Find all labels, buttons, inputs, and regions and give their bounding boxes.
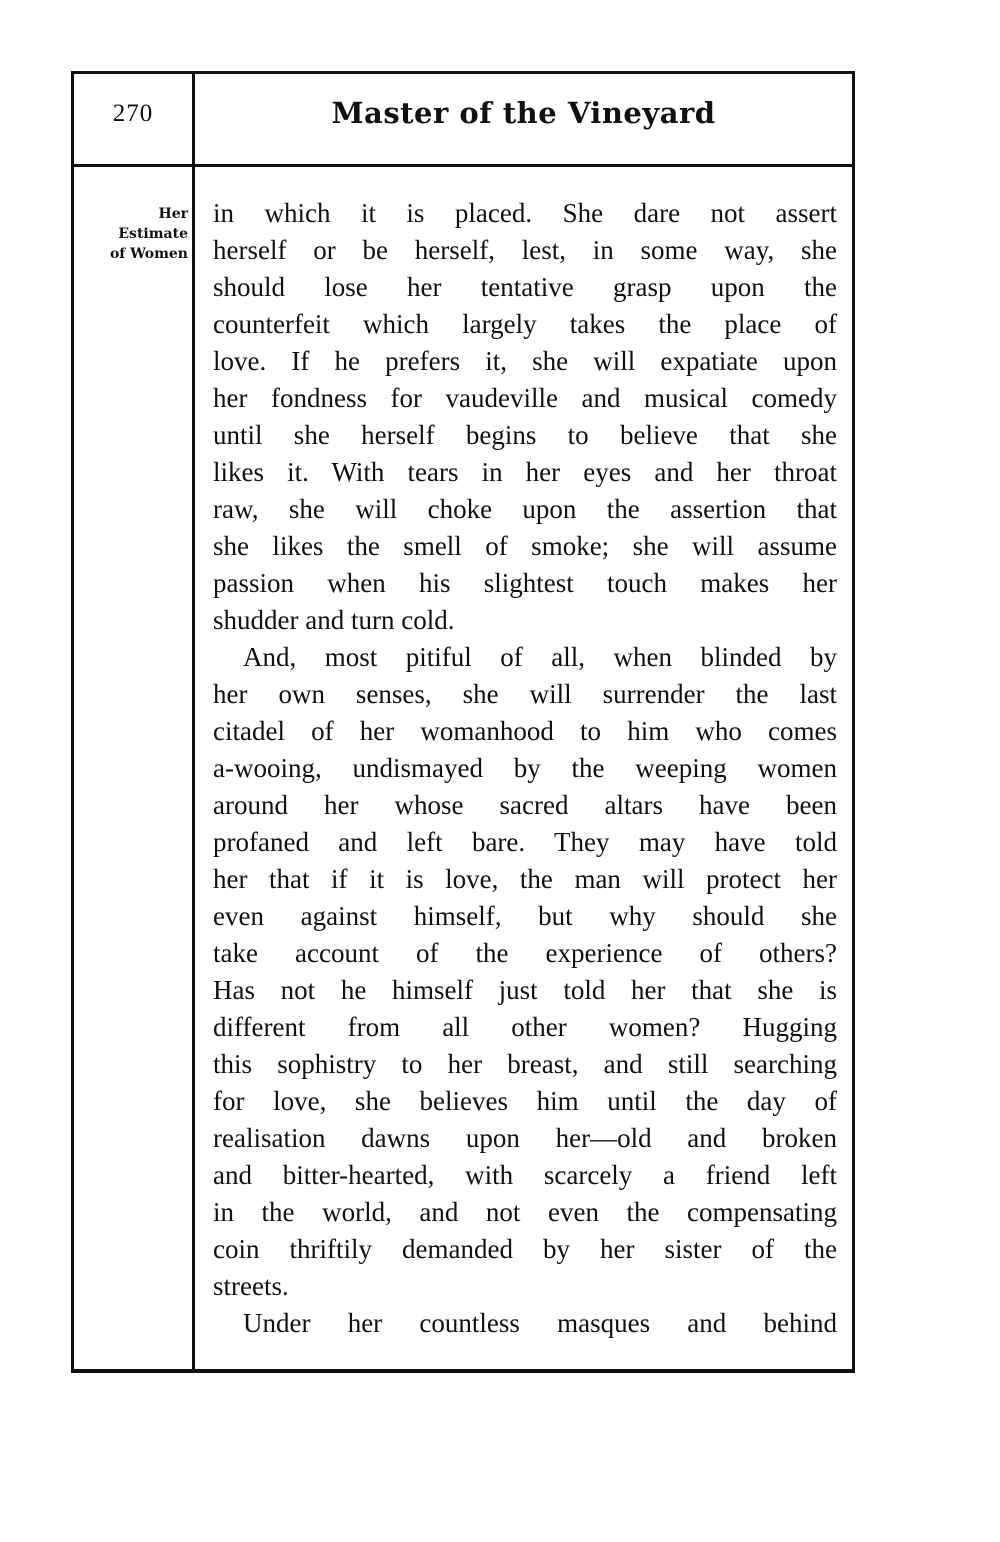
sidenote-line: Estimate xyxy=(118,226,188,242)
text-line: shudder and turn cold. xyxy=(213,605,455,635)
text-line: profaned and left bare. They may have told xyxy=(213,827,837,857)
text-line: around her whose sacred altars have been xyxy=(213,790,837,820)
text-line: take account of the experience of others? xyxy=(213,938,837,968)
text-line: love. If he prefers it, she will expatiate upon xyxy=(213,346,837,376)
text-line: this sophistry to her breast, and still searching xyxy=(213,1049,837,1079)
text-line: different from all other women? Hugging xyxy=(213,1012,837,1042)
margin-column-divider xyxy=(192,71,195,1373)
running-title: Master of the Vineyard xyxy=(331,96,716,130)
header-divider xyxy=(71,164,855,167)
text-line: citadel of her womanhood to him who comes xyxy=(213,716,837,746)
text-line: realisation dawns upon her—old and broken xyxy=(213,1123,837,1153)
text-line: her that if it is love, the man will protect her xyxy=(213,864,837,894)
text-line: And, most pitiful of all, when blinded by xyxy=(243,642,837,672)
text-line: in the world, and not even the compensating xyxy=(213,1197,837,1227)
text-line: her fondness for vaudeville and musical comedy xyxy=(213,383,837,413)
body-text xyxy=(213,195,837,1342)
text-line: until she herself begins to believe that she xyxy=(213,420,837,450)
text-line: her own senses, she will surrender the last xyxy=(213,679,837,709)
text-line: streets. xyxy=(213,1271,289,1301)
text-line: she likes the smell of smoke; she will assume xyxy=(213,531,837,561)
text-line: a-wooing, undismayed by the weeping women xyxy=(213,753,837,783)
text-line: in which it is placed. She dare not assert xyxy=(213,198,837,228)
text-line: should lose her tentative grasp upon the xyxy=(213,272,837,302)
sidenote-line: of Women xyxy=(109,246,188,262)
text-line: coin thriftily demanded by her sister of the xyxy=(213,1234,837,1264)
text-line: Has not he himself just told her that she is xyxy=(213,975,837,1005)
text-line: raw, she will choke upon the assertion that xyxy=(213,494,837,524)
sidenote-line: Her xyxy=(158,206,188,222)
text-line: even against himself, but why should she xyxy=(213,901,837,931)
text-line: counterfeit which largely takes the place of xyxy=(213,309,837,339)
page-number: 270 xyxy=(112,100,154,127)
margin-sidenote xyxy=(76,204,192,264)
text-line: passion when his slightest touch makes her xyxy=(213,568,837,598)
text-line: for love, she believes him until the day of xyxy=(213,1086,837,1116)
text-line: Under her countless masques and behind xyxy=(243,1308,837,1338)
text-line: and bitter-hearted, with scarcely a friend left xyxy=(213,1160,837,1190)
text-line: likes it. With tears in her eyes and her throat xyxy=(213,457,837,487)
text-line: herself or be herself, lest, in some way, she xyxy=(213,235,837,265)
